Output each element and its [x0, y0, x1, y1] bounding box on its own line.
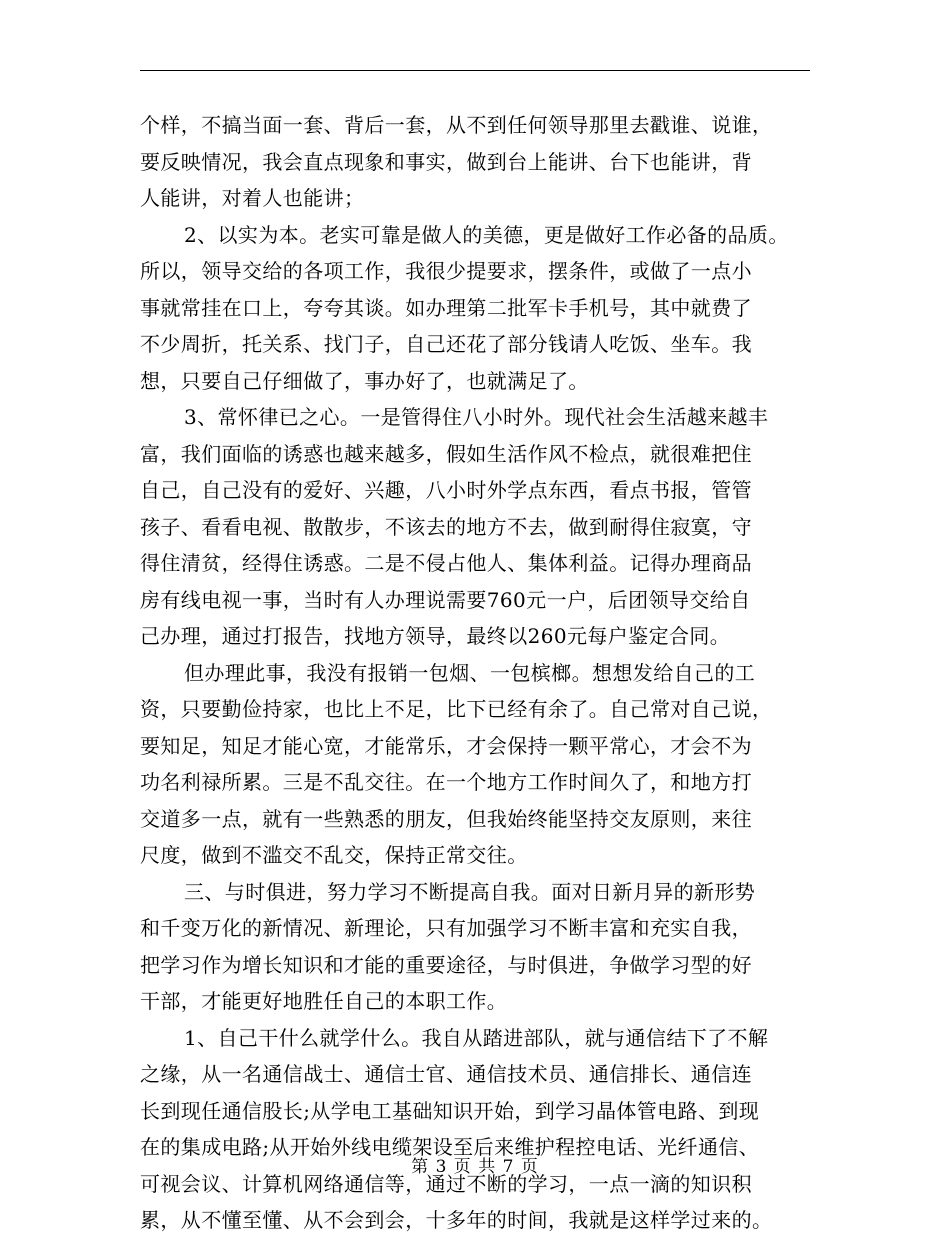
header-rule — [140, 70, 810, 71]
paragraph-start-line: 2、以实为本。老实可靠是做人的美德，更是做好工作必备的品质。 — [184, 222, 789, 247]
text-line: 要知足，知足才能心宽，才能常乐，才会保持一颗平常心，才会不为 — [140, 733, 752, 758]
text-line: 所以，领导交给的各项工作，我很少提要求，摆条件，或做了一点小 — [140, 259, 752, 283]
text-line: 房有线电视一事，当时有人办理说需要760元一户，后团领导交给自 — [140, 587, 751, 612]
text-line: 个样，不搞当面一套、背后一套，从不到任何领导那里去戳谁、说谁， — [140, 113, 773, 137]
text-line: 人能讲，对着人也能讲； — [140, 186, 365, 210]
text-line: 交道多一点，就有一些熟悉的朋友，但我始终能坚持交友原则，来往 — [140, 806, 752, 831]
paragraph-start-line: 三、与时俱进，努力学习不断提高自我。面对日新月异的新形势 — [184, 879, 756, 904]
text-line: 尺度，做到不滥交不乱交，保持正常交往。 — [140, 843, 528, 867]
document-body — [140, 107, 820, 1239]
text-line: 把学习作为增长知识和才能的重要途径，与时俱进，争做学习型的好 — [140, 952, 752, 977]
text-line: 在的集成电路;从开始外线电缆架设至后来维护程控电话、光纤通信、 — [140, 1135, 760, 1159]
text-line: 事就常挂在口上，夸夸其谈。如办理第二批军卡手机号，其中就费了 — [140, 295, 752, 320]
text-line: 孩子、看看电视、散散步，不该去的地方不去，做到耐得住寂寞，守 — [140, 514, 752, 539]
paragraph-start-line: 1、自己干什么就学什么。我自从踏进部队，就与通信结下了不解 — [184, 1025, 769, 1050]
text-line: 己办理，通过打报告，找地方领导，最终以260元每户鉴定合同。 — [140, 624, 731, 648]
text-line: 累，从不懂至懂、从不会到会，十多年的时间，我就是这样学过来的。 — [140, 1208, 773, 1232]
page-number: 第 3 页 共 7 页 — [411, 1157, 539, 1177]
text-line: 不少周折，托关系、找门子，自己还花了部分钱请人吃饭、坐车。我 — [140, 332, 752, 356]
text-line: 要反映情况，我会直点现象和事实，做到台上能讲、台下也能讲，背 — [140, 149, 752, 174]
text-line: 长到现任通信股长;从学电工基础知识开始，到学习晶体管电路、到现 — [140, 1098, 760, 1123]
text-line: 之缘，从一名通信战士、通信士官、通信技术员、通信排长、通信连 — [140, 1062, 752, 1086]
text-line: 资，只要勤俭持家，也比上不足，比下已经有余了。自己常对自己说， — [140, 697, 773, 721]
paragraph-start-line: 但办理此事，我没有报销一包烟、一包槟榔。想想发给自己的工 — [184, 660, 756, 685]
text-line: 可视会议、计算机网络通信等，通过不断的学习，一点一滴的知识积 — [140, 1171, 752, 1196]
text-line: 富，我们面临的诱惑也越来越多，假如生活作风不检点，就很难把住 — [140, 441, 752, 466]
text-line: 功名利禄所累。三是不乱交往。在一个地方工作时间久了，和地方打 — [140, 770, 752, 794]
paragraph-start-line: 3、常怀律已之心。一是管得住八小时外。现代社会生活越来越丰 — [184, 405, 769, 429]
text-line: 想，只要自己仔细做了，事办好了，也就满足了。 — [140, 368, 589, 393]
text-line: 得住清贫，经得住诱惑。二是不侵占他人、集体利益。记得办理商品 — [140, 551, 752, 575]
text-line: 和千变万化的新情况、新理论，只有加强学习不断丰富和充实自我， — [140, 916, 752, 940]
text-line: 干部，才能更好地胜任自己的本职工作。 — [140, 989, 508, 1013]
text-line: 自己，自己没有的爱好、兴趣，八小时外学点东西，看点书报，管管 — [140, 478, 752, 502]
